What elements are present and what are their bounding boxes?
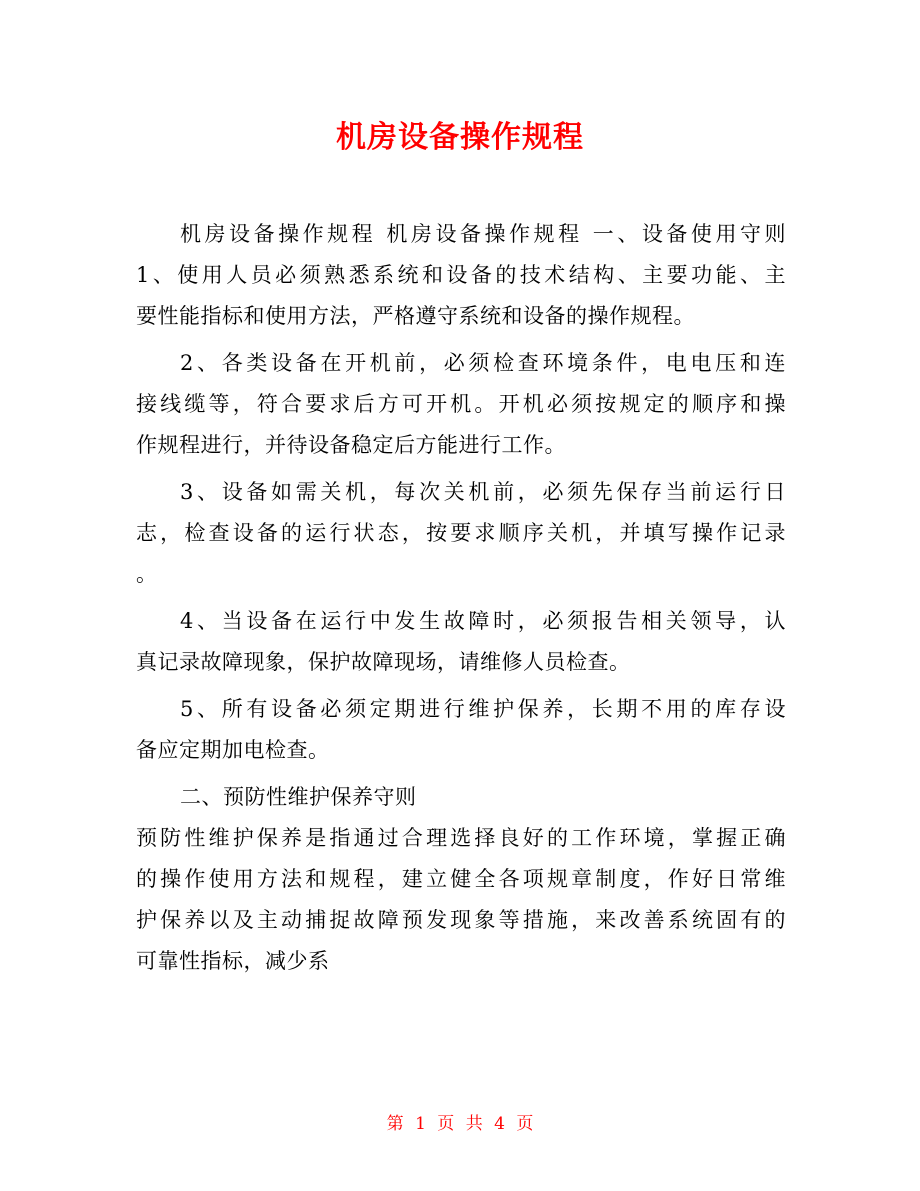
body-line: 预防性维护保养是指通过合理选择良好的工作环境，掌握正确 [136,826,786,850]
body-line: 机房设备操作规程 机房设备操作规程 一、设备使用守则 [180,222,786,246]
page-footer: 第 1 页 共 4 页 [386,1114,534,1134]
body-line: 要性能指标和使用方法，严格遵守系统和设备的操作规程。 [136,304,695,328]
body-line: 。 [136,562,158,586]
body-line: 作规程进行，并待设备稳定后方能进行工作。 [136,433,566,457]
body-line: 5、所有设备必须定期进行维护保养，长期不用的库存设 [180,697,786,721]
body-line: 的操作使用方法和规程，建立健全各项规章制度，作好日常维 [136,867,786,891]
body-line: 2、各类设备在开机前，必须检查环境条件，电电压和连 [180,351,786,375]
document-title: 机房设备操作规程 [336,120,584,155]
body-line: 1、使用人员必须熟悉系统和设备的技术结构、主要功能、主 [136,263,786,287]
document-body [136,214,786,982]
body-line: 可靠性指标，减少系 [136,949,330,973]
body-line: 4、当设备在运行中发生故障时，必须报告相关领导，认 [180,609,786,633]
body-line: 接线缆等，符合要求后方可开机。开机必须按规定的顺序和操 [136,392,786,416]
body-line: 备应定期加电检查。 [136,738,330,762]
section-heading: 二、预防性维护保养守则 [180,785,417,809]
body-line: 志，检查设备的运行状态，按要求顺序关机，并填写操作记录 [136,521,786,545]
body-line: 真记录故障现象，保护故障现场，请维修人员检查。 [136,650,631,674]
body-line: 3、设备如需关机，每次关机前，必须先保存当前运行日 [180,480,786,504]
body-line: 护保养以及主动捕捉故障预发现象等措施，来改善系统固有的 [136,908,786,932]
